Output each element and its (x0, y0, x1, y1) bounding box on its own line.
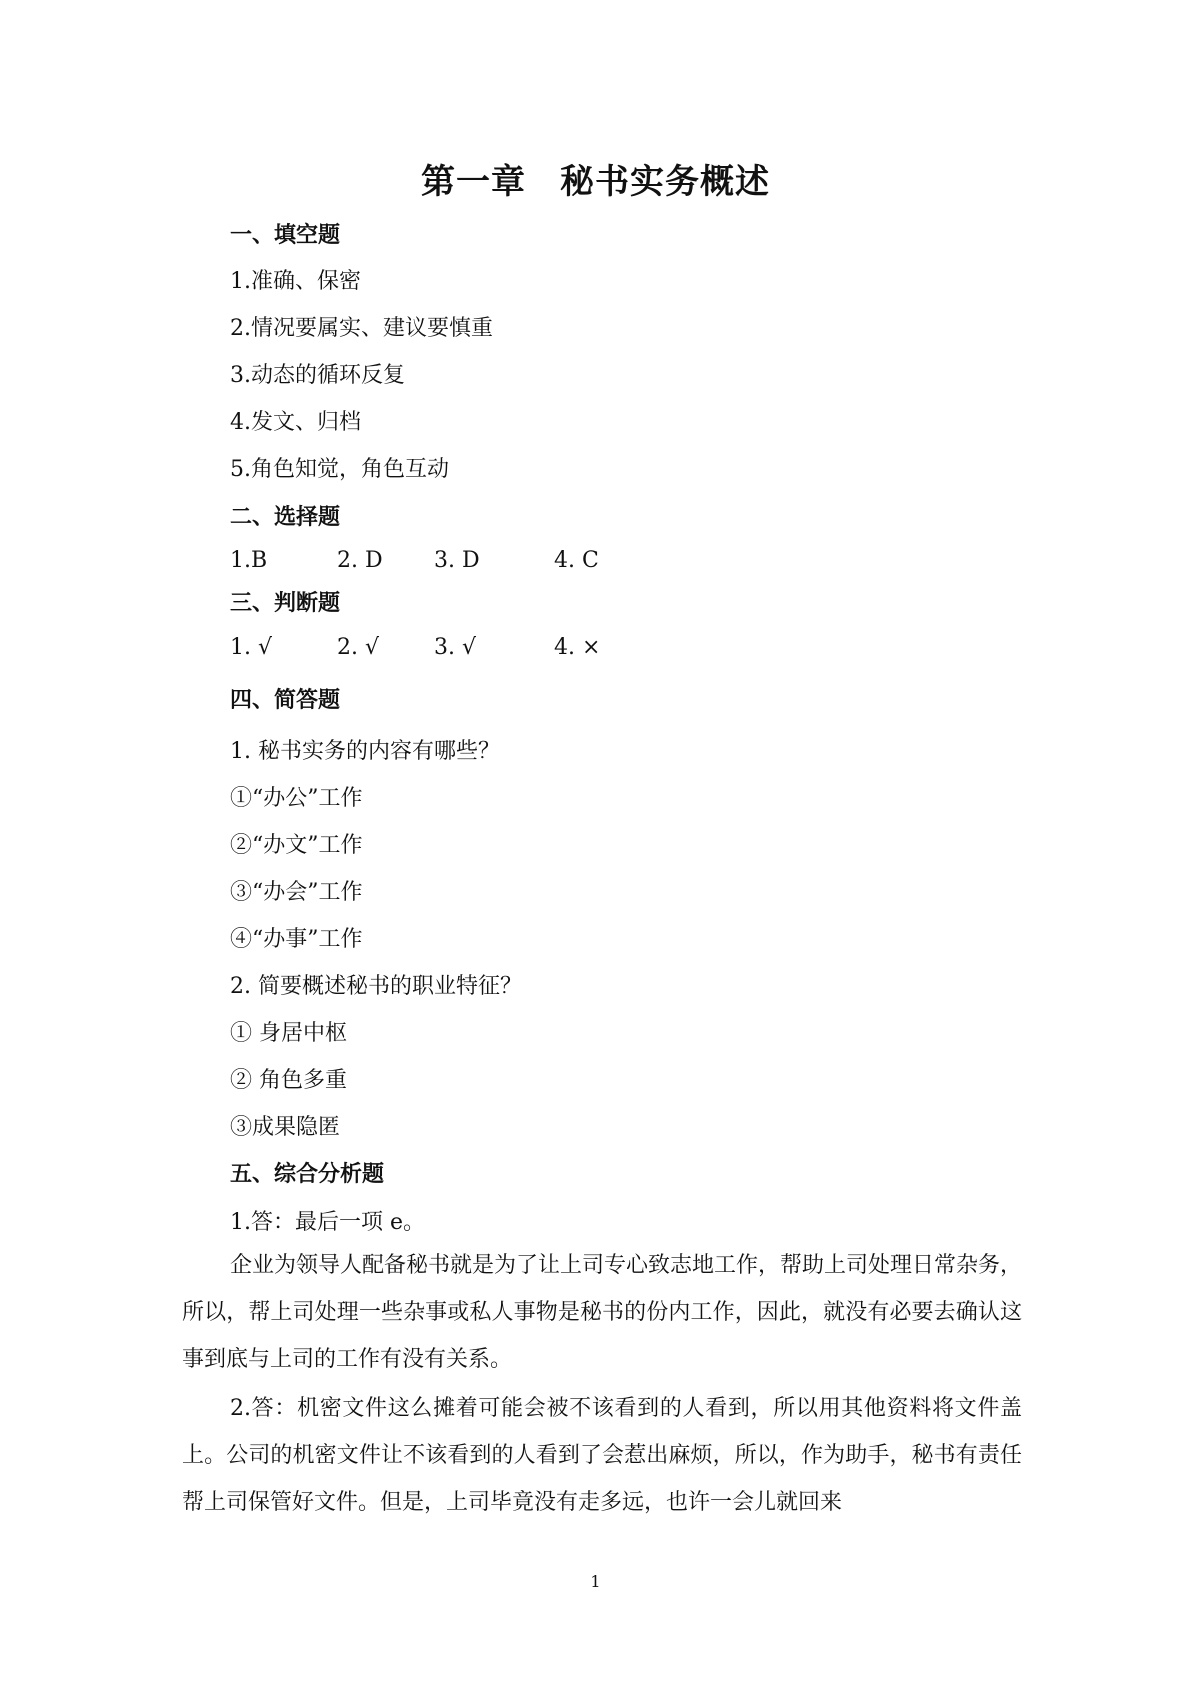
short-answer-question-1: 1. 秘书实务的内容有哪些？ (230, 739, 500, 764)
short-answer-item: ③“办会”工作 (230, 880, 363, 905)
short-answer-question-2: 2. 简要概述秘书的职业特征？ (230, 974, 522, 999)
chapter-number: 第一章 (421, 162, 526, 202)
fill-blank-answer-3: 3.动态的循环反复 (230, 363, 405, 388)
section-heading-fill-blank: 一、填空题 (230, 222, 341, 248)
true-false-answer-4: 4. × (554, 635, 601, 660)
choice-answer-3: 3. D (434, 548, 480, 573)
true-false-answer-3: 3. √ (434, 635, 477, 660)
choice-answer-4: 4. C (554, 548, 599, 573)
true-false-answers-row (230, 635, 730, 665)
chapter-name: 秘书实务概述 (560, 162, 770, 202)
short-answer-item: ②“办文”工作 (230, 833, 363, 858)
short-answer-item: ①“办公”工作 (230, 786, 363, 811)
choice-answers-row (230, 548, 730, 578)
true-false-answer-1: 1. √ (230, 635, 273, 660)
section-heading-analysis: 五、综合分析题 (230, 1161, 385, 1187)
short-answer-item: ④“办事”工作 (230, 927, 363, 952)
analysis-answer-1: 1.答：最后一项 e。 (230, 1210, 426, 1235)
fill-blank-answer-2: 2.情况要属实、建议要慎重 (230, 316, 493, 341)
choice-answer-1: 1.B (230, 548, 268, 573)
analysis-paragraph-1: 企业为领导人配备秘书就是为了让上司专心致志地工作，帮助上司处理日常杂务，所以，帮上司处理一些杂事或私人事物是秘书的份内工作，因此，就没有必要去确认这事到底与上司的工作有没有关系。 (182, 1253, 1023, 1372)
short-answer-item: ① 身居中枢 (230, 1021, 347, 1046)
analysis-paragraph-2: 2.答：机密文件这么摊着可能会被不该看到的人看到，所以用其他资料将文件盖上。公司的机密文件让不该看到的人看到了会惹出麻烦，所以，作为助手，秘书有责任帮上司保管好文件。但是，上司毕竟没有走多远，也许一会儿就回来 (182, 1396, 1022, 1515)
short-answer-item: ② 角色多重 (230, 1068, 347, 1093)
page-number: 1 (590, 1572, 601, 1591)
choice-answer-2: 2. D (337, 548, 383, 573)
section-heading-choice: 二、选择题 (230, 504, 341, 530)
section-heading-short-answer: 四、简答题 (230, 687, 341, 713)
short-answer-item: ③成果隐匿 (230, 1115, 341, 1140)
true-false-answer-2: 2. √ (337, 635, 380, 660)
fill-blank-answer-1: 1.准确、保密 (230, 269, 361, 294)
chapter-title (0, 154, 1191, 203)
section-heading-true-false: 三、判断题 (230, 590, 341, 616)
fill-blank-answer-5: 5.角色知觉，角色互动 (230, 457, 449, 482)
fill-blank-answer-4: 4.发文、归档 (230, 410, 361, 435)
